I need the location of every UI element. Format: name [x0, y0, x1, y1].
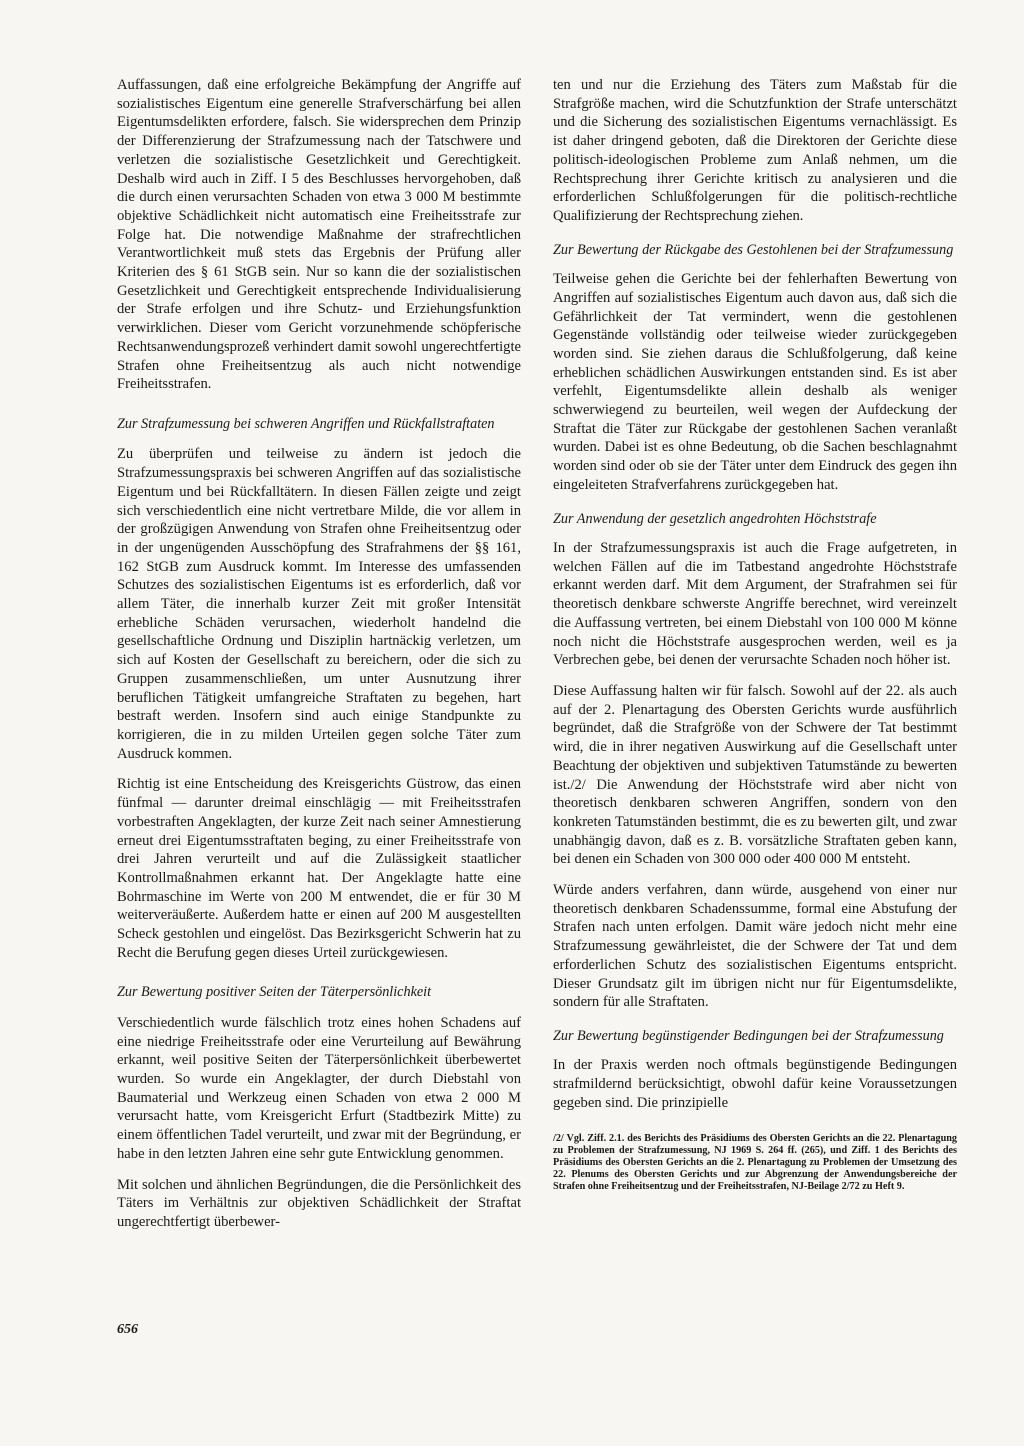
section-heading: Zur Bewertung begünstigender Bedingungen bei der Strafzumessung — [553, 1027, 944, 1044]
section-heading: Zur Anwendung der gesetzlich angedrohten Höchststrafe — [553, 510, 877, 527]
paragraph: In der Praxis werden noch oftmals begünstigende Bedingungen strafmildernd berücksichtigt, obwohl dafür keine Voraussetzungen gegeben sind. Die prinzipielle — [553, 1057, 957, 1111]
paragraph: Teilweise gehen die Gerichte bei der fehlerhaften Bewertung von Angriffen auf sozialistisches Eigentum auch davon aus, daß sich die Gefährlichkeit der Tat vermindert, wenn die gestohlenen Gegenstände vollständig oder teilweise wieder zurückgegeben worden sind. Sie ziehen daraus die Schlußfolgerung, daß keine erheblichen schädlichen Auswirkungen entstanden sind. Es ist aber verfehlt, Eigentumsdelikte allein deshalb als weniger schwerwiegend zu beurteilen, weil wegen der Aufdeckung der Straftat die Täter zur Rückgabe der gestohlenen Sachen veranlaßt wurden. Dabei ist es ohne Bedeutung, ob die Sachen beschlagnahmt worden sind oder ob sie der Täter unter dem Eindruck des gegen ihn eingeleiteten Strafverfahrens zurückgegeben hat. — [553, 271, 957, 493]
paragraph: Zu überprüfen und teilweise zu ändern ist jedoch die Strafzumessungspraxis bei schweren Angriffen auf das sozialistische Eigentum und bei Rückfalltätern. In diesen Fällen zeigte und zeigt sich verschiedentlich eine nicht vertretbare Milde, die vor allem in der großzügigen Anwendung von Strafen ohne Freiheitsentzug oder in der ungenügenden Ausschöpfung des Strafrahmens der §§ 161, 162 StGB zum Ausdruck kommt. Im Interesse des umfassenden Schutzes des sozialistischen Eigentums ist es erforderlich, daß vor allem Täter, die innerhalb kurzer Zeit mit großer Intensität erhebliche Schäden verursachen, wiederholt handelnd die gesellschaftliche Ordnung und Disziplin hartnäckig verletzen, um sich auf Kosten der Gesellschaft zu bereichern, oder die sich zu Gruppen zusammenschließen, um unter Ausnutzung ihrer beruflichen Tätigkeit umfangreiche Straftaten zu begehen, hart bestraft werden. Insofern sind auch einige Standpunkte zu korrigieren, die in zu milden Urteilen gegen solche Täter zum Ausdruck kommen. — [117, 446, 521, 762]
section-heading: Zur Bewertung der Rückgabe des Gestohlenen bei der Strafzumessung — [553, 241, 954, 258]
right-column — [553, 76, 957, 1194]
section-heading: Zur Bewertung positiver Seiten der Täterpersönlichkeit — [117, 984, 432, 1001]
paragraph: ten und nur die Erziehung des Täters zum Maßstab für die Strafgröße machen, wird die Schutzfunktion der Strafe unterschätzt und die Sicherung des sozialistischen Eigentums vernachlässigt. Es ist daher dringend geboten, daß die Direktoren der Gerichte diese politisch-ideologischen Probleme zum Anlaß nehmen, um die Rechtsprechung ihrer Gerichte kritisch zu analysieren und die erforderlichen Schlußfolgerungen für die politisch-rechtliche Qualifizierung der Rechtsprechung ziehen. — [553, 77, 957, 224]
section-heading: Zur Strafzumessung bei schweren Angriffen und Rückfallstraftaten — [117, 415, 495, 432]
page-number: 656 — [117, 1322, 138, 1337]
paragraph: Auffassungen, daß eine erfolgreiche Bekämpfung der Angriffe auf sozialistisches Eigentum eine generelle Strafverschärfung bei allen Eigentumsdelikten erfordere, falsch. Sie widersprechen dem Prinzip der Differenzierung der Strafzumessung nach der Tatschwere und verletzen die sozialistische Gesetzlichkeit und Gerechtigkeit. Deshalb wird auch in Ziff. I 5 des Beschlusses hervorgehoben, daß die durch einen verursachten Schaden von etwa 3 000 M bestimmte objektive Schädlichkeit nicht automatisch eine Freiheitsstrafe zur Folge hat. Die notwendige Maßnahme der strafrechtlichen Verantwortlichkeit muß stets das Ergebnis der Prüfung aller Kriterien des § 61 StGB sein. Nur so kann die der sozialistischen Gesetzlichkeit und Gerechtigkeit entsprechende Individualisierung der Strafe erfolgen und ihre Schutz- und Erziehungsfunktion verwirklichen. Dieser vom Gericht vorzunehmende schöpferische Rechtsanwendungsprozeß verhindert damit sowohl ungerechtfertigte Strafen ohne Freiheitsentzug als auch nicht notwendige Freiheitsstrafen. — [117, 77, 521, 393]
paragraph: Mit solchen und ähnlichen Begründungen, die die Persönlichkeit des Täters im Verhältnis zur objektiven Schädlichkeit der Straftat ungerechtfertigt überbewer- — [117, 1176, 521, 1230]
paragraph: In der Strafzumessungspraxis ist auch die Frage aufgetreten, in welchen Fällen auf die im Tatbestand angedrohte Höchststrafe erkannt werden darf. Mit dem Argument, der Strafrahmen sei für theoretisch denkbare schwerste Angriffe berechnet, wird vereinzelt die Auffassung vertreten, bei einem Diebstahl von 100 000 M könne noch nicht die Höchststrafe ausgesprochen werden, weil es ja Verbrechen gebe, bei denen der verursachte Schaden noch höher ist. — [553, 540, 957, 669]
footnote: /2/ Vgl. Ziff. 2.1. des Berichts des Präsidiums des Obersten Gerichts an die 22. Plenartagung zu Problemen der Strafzumessung, NJ 1969 S. 264 ff. (265), und Ziff. 1 des Berichts des Präsidiums des Obersten Gerichts an die 2. Plenartagung zu Problemen der Umsetzung des 22. Plenums des Obersten Gerichts und zur Abgrenzung der Anwendungsbereiche der Strafen ohne Freiheitsentzug und der Freiheitsstrafen, NJ-Beilage 2/72 zu Heft 9. — [553, 1132, 957, 1193]
paragraph: Richtig ist eine Entscheidung des Kreisgerichts Güstrow, das einen fünfmal — darunter dreimal einschlägig — mit Freiheitsstrafen vorbestraften Angeklagten, der kurze Zeit nach seiner Amnestierung erneut drei Eigentumsstraftaten beging, zu einer Freiheitsstrafe von drei Jahren verurteilt und auf die Zulässigkeit staatlicher Kontrollmaßnahmen erkannt hat. Der Angeklagte hatte eine Bohrmaschine im Werte von 200 M entwendet, die er für 30 M weiterveräußerte. Außerdem hatte er einen auf 200 M ausgestellten Scheck gestohlen und eingelöst. Das Bezirksgericht Schwerin hat zu Recht die Berufung gegen dieses Urteil zurückgewiesen. — [117, 776, 521, 961]
paragraph: Würde anders verfahren, dann würde, ausgehend von einer nur theoretisch denkbaren Schadenssumme, formal eine Abstufung der Strafen nach unten erfolgen. Damit wäre jedoch nicht mehr eine Strafzumessung gewährleistet, die der Schwere der Tat und dem erforderlichen Schutz des sozialistischen Eigentums entspricht. Dieser Grundsatz gilt im übrigen nicht nur für Eigentumsdelikte, sondern für alle Straftaten. — [553, 882, 957, 1011]
left-column — [117, 76, 521, 1244]
paragraph: Diese Auffassung halten wir für falsch. Sowohl auf der 22. als auch auf der 2. Plenartagung des Obersten Gerichts wurde ausführlich begründet, daß die Strafgröße von der Schwere der Tat bestimmt wird, die in ihrer negativen Auswirkung auf die Gesellschaft unter Beachtung der objektiven und subjektiven Tatumstände zu bewerten ist./2/ Die Anwendung der Höchststrafe wird aber nicht von theoretisch denkbaren schweren Angriffen, sondern von den konkreten Tatumständen bestimmt, die es zu bewerten gilt, und zwar unabhängig davon, daß es z. B. vorsätzliche Straftaten geben kann, bei denen ein Schaden von 300 000 oder 400 000 M entsteht. — [553, 682, 957, 868]
paragraph: Verschiedentlich wurde fälschlich trotz eines hohen Schadens auf eine niedrige Freiheitsstrafe oder eine Verurteilung auf Bewährung erkannt, weil positive Seiten der Täterpersönlichkeit überbewertet wurden. So wurde ein Angeklagter, der durch Diebstahl von Baumaterial und Werkzeug einen Schaden von etwa 2 000 M verursacht hatte, vom Kreisgericht Erfurt (Stadtbezirk Mitte) zu einem öffentlichen Tadel verurteilt, und zwar mit der Begründung, er habe in den letzten Jahren eine sehr gute Entwicklung genommen. — [117, 1014, 521, 1162]
